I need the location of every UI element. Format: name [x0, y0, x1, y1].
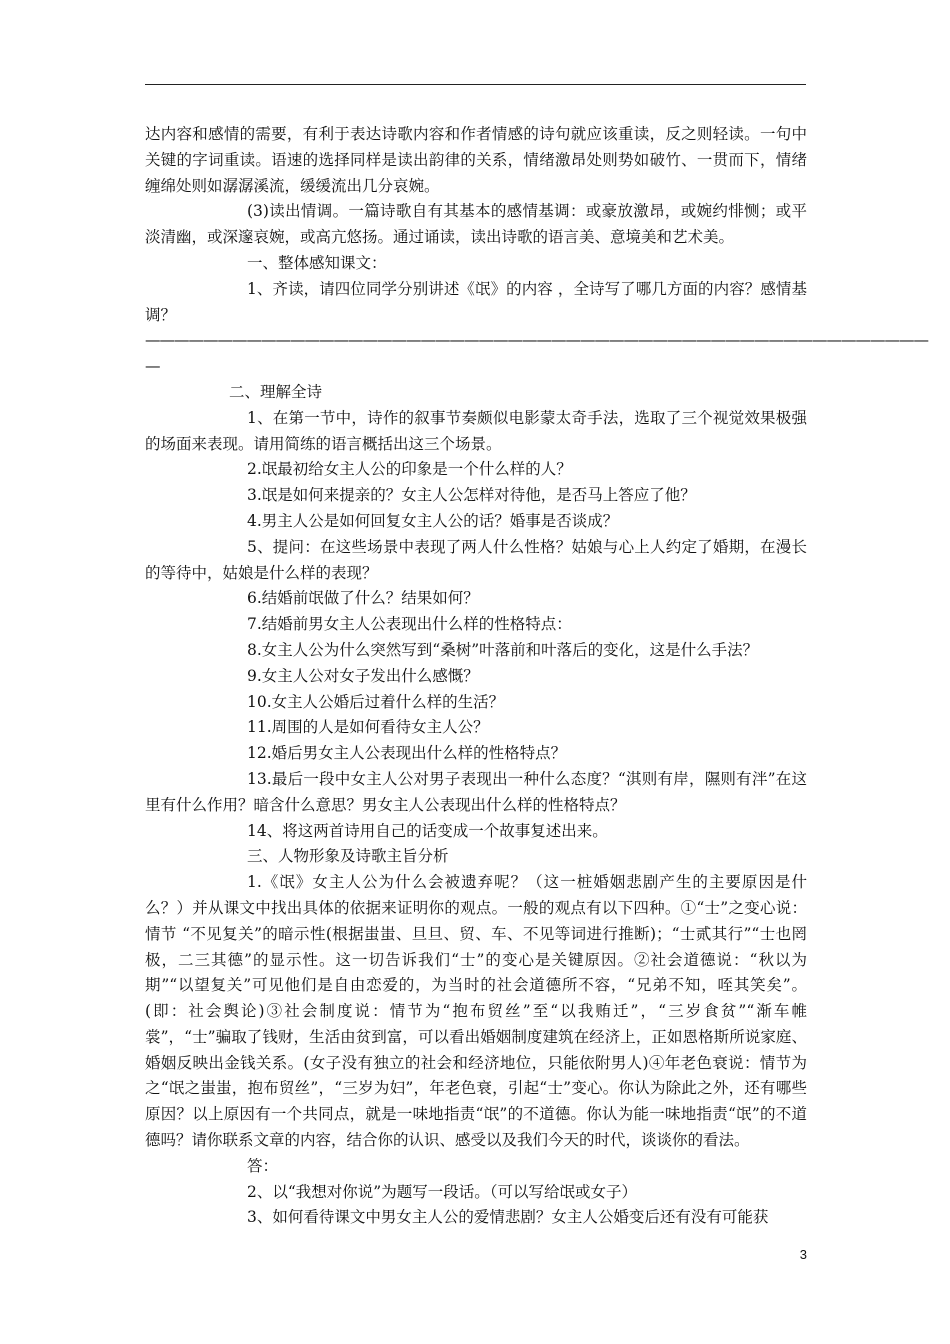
paragraph: 达内容和感情的需要，有利于表达诗歌内容和作者情感的诗句就应该重读，反之则轻读。一句中关键的字词重读。语速的选择同样是读出韵律的关系，情绪激昂处则势如破竹、一贯而下，情绪缠绵处则如潺潺溪流，缓缓流出几分哀婉。 — [145, 125, 807, 195]
answer-label: 答： — [247, 1156, 279, 1175]
question: 7.结婚前男女主人公表现出什么样的性格特点： — [247, 615, 572, 634]
section-heading: 三、人物形象及诗歌主旨分析 — [247, 847, 449, 866]
question: 1、在第一节中，诗作的叙事节奏颇似电影蒙太奇手法，选取了三个视觉效果极强的场面来表现。请用简练的语言概括出这三个场景。 — [145, 408, 807, 453]
page-number: 3 — [799, 1247, 807, 1262]
question: 13.最后一段中女主人公对男子表现出一种什么态度？“淇则有岸，隰则有泮”在这里有什么作用？暗含什么意思？男女主人公表现出什么样的性格特点？ — [145, 769, 807, 814]
question: 2.氓最初给女主人公的印象是一个什么样的人？ — [247, 460, 572, 479]
question: 12.婚后男女主人公表现出什么样的性格特点？ — [247, 744, 567, 763]
question: 5、提问：在这些场景中表现了两人什么性格？姑娘与心上人约定了婚期，在漫长的等待中，姑娘是什么样的表现？ — [145, 537, 807, 582]
header-rule — [145, 84, 806, 85]
section-heading: 一、整体感知课文： — [247, 253, 387, 272]
question: 3.氓是如何来提亲的？女主人公怎样对待他，是否马上答应了他？ — [247, 486, 696, 505]
question: 3、如何看待课文中男女主人公的爱情悲剧？女主人公婚变后还有没有可能获 — [247, 1208, 769, 1227]
question: 8.女主人公为什么突然写到“桑树”叶落前和叶落后的变化，这是什么手法？ — [247, 640, 759, 659]
question: 4.男主人公是如何回复女主人公的话？婚事是否谈成？ — [247, 511, 619, 530]
answer-line: —————————————————————————————————————————————————————— — [145, 331, 928, 350]
answer-line-end: — — [145, 357, 161, 376]
document-body — [145, 122, 928, 1231]
question: 1、齐读，请四位同学分别讲述《氓》的内容 ，全诗写了哪几方面的内容？感情基调？ — [145, 279, 807, 324]
paragraph: (3)读出情调。一篇诗歌自有其基本的感情基调：或豪放激昂，或婉约悱恻；或平淡清幽，或深邃哀婉，或高亢悠扬。通过诵读，读出诗歌的语言美、意境美和艺术美。 — [145, 202, 807, 247]
question: 2、以“我想对你说”为题写一段话。（可以写给氓或女子） — [247, 1182, 637, 1201]
question: 14、将这两首诗用自己的话变成一个故事复述出来。 — [247, 821, 608, 840]
question: 1.《氓》女主人公为什么会被遗弃呢？（这一桩婚姻悲剧产生的主要原因是什么？）并从课文中找出具体的依据来证明你的观点。一般的观点有以下四种。①“士”之变心说：情节 “不见复关”的暗示性(根据蚩蚩、旦旦、贸、车、不见等词进行推断)；“士贰其行”“士也罔极，二三其德”的显示性。这一切告诉我们“士”的变心是关键原因。②社会道德说：“秋以为期”“以望复关”可见他们是自由恋爱的，为当时的社会道德所不容，“兄弟不知，咥其笑矣”。(即：社会舆论)③社会制度说：情节为“抱布贸丝”至“以我贿迁”，“三岁食贫”“渐车帷裳”，“士”骗取了钱财，生活由贫到富，可以看出婚姻制度建筑在经济上，正如恩格斯所说家庭、婚姻反映出金钱关系。(女子没有独立的社会和经济地位，只能依附男人)④年老色衰说：情节为之“氓之蚩蚩，抱布贸丝”，“三岁为妇”，年老色衰，引起“士”变心。你认为除此之外，还有哪些原因？以上原因有一个共同点，就是一味地指责“氓”的不道德。你认为能一味地指责“氓”的不道德吗？请你联系文章的内容，结合你的认识、感受以及我们今天的时代，谈谈你的看法。 — [145, 873, 807, 1150]
question: 6.结婚前氓做了什么？结果如何？ — [247, 589, 479, 608]
question: 9.女主人公对女子发出什么感慨？ — [247, 666, 479, 685]
question: 10.女主人公婚后过着什么样的生活？ — [247, 692, 505, 711]
section-heading: 二、理解全诗 — [229, 382, 323, 401]
question: 11.周围的人是如何看待女主人公？ — [247, 718, 489, 737]
